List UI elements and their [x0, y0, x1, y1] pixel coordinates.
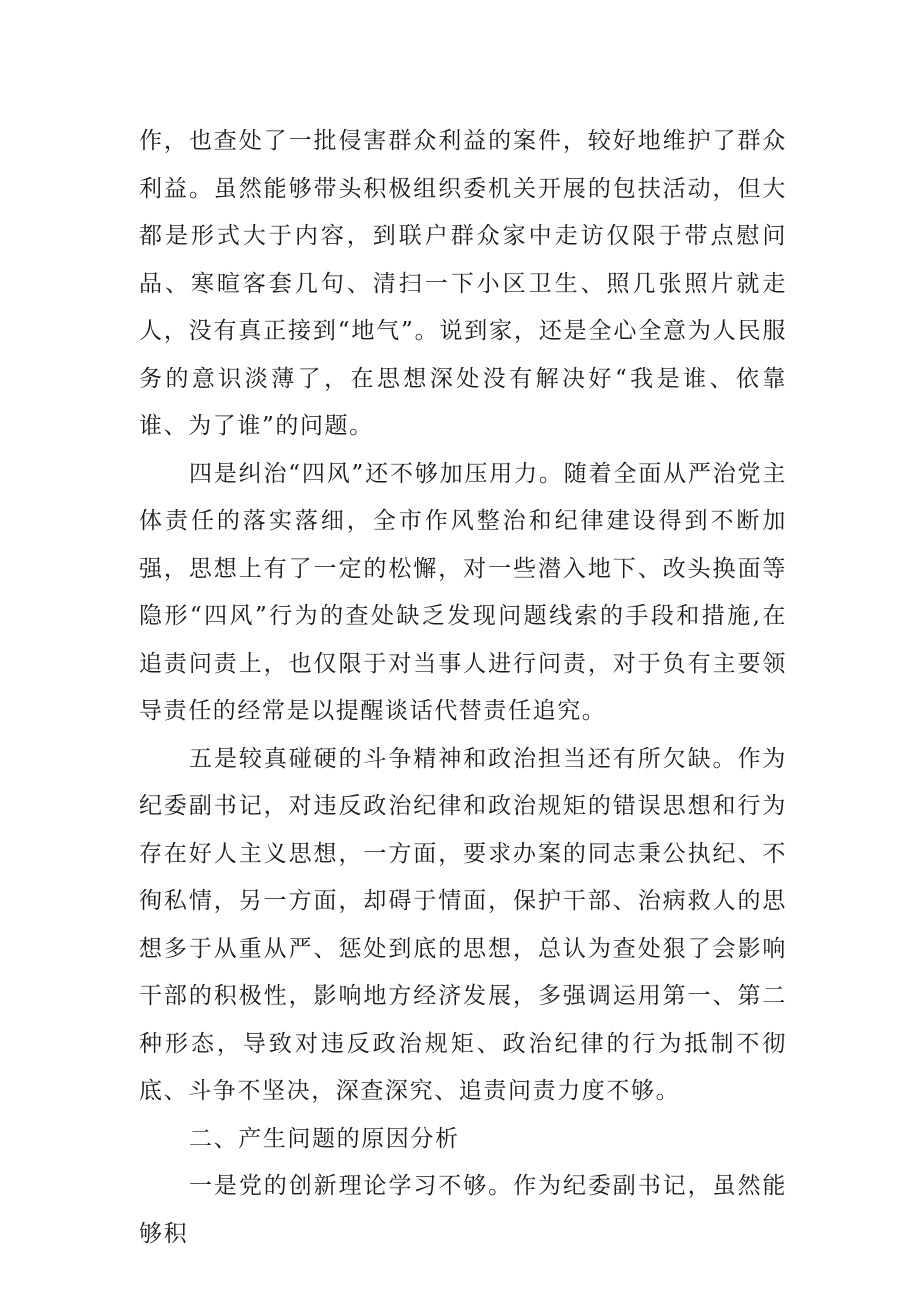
section-heading: 二、产生问题的原因分析: [189, 1125, 460, 1152]
paragraph-4: 一是党的创新理论学习不够。作为纪委副书记，虽然能够积: [139, 1173, 787, 1247]
document-body: [139, 118, 787, 1258]
paragraph-3: 五是较真碰硬的斗争精神和政治担当还有所欠缺。作为纪委副书记，对违反政治纪律和政治规矩的错误思想和行为存在好人主义思想，一方面，要求办案的同志秉公执纪、不徇私情，另一方面，却碍于情面，保护干部、治病救人的思想多于从重从严、惩处到底的思想，总认为查处狠了会影响干部的积极性，影响地方经济发展，多强调运用第一、第二种形态，导致对违反政治规矩、政治纪律的行为抵制不彻底、斗争不坚决，深查深究、追责问责力度不够。: [139, 745, 787, 1104]
paragraph-1: 作，也查处了一批侵害群众利益的案件，较好地维护了群众利益。虽然能够带头积极组织委机关开展的包扶活动，但大都是形式大于内容，到联户群众家中走访仅限于带点慰问品、寒暄客套几句、清扫一下小区卫生、照几张照片就走人，没有真正接到“地气”。说到家，还是全心全意为人民服务的意识淡薄了，在思想深处没有解决好“我是谁、依靠谁、为了谁”的问题。: [139, 128, 787, 439]
paragraph-2: 四是纠治“四风”还不够加压用力。随着全面从严治党主体责任的落实落细，全市作风整治和纪律建设得到不断加强，思想上有了一定的松懈，对一些潜入地下、改头换面等隐形“四风”行为的查处缺乏发现问题线索的手段和措施,在追责问责上，也仅限于对当事人进行问责，对于负有主要领导责任的经常是以提醒谈话代替责任追究。: [139, 460, 787, 724]
